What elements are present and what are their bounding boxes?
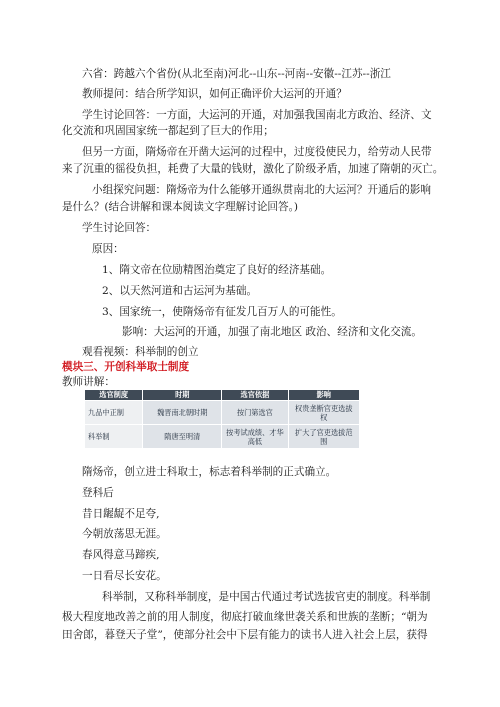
reason-3: 3、国家统一，使隋炀帝有征发几百万人的可能性。 xyxy=(102,306,342,318)
keju-paragraph-line-3: 田舍郎，暮登天子堂”，使部分社会中下层有能力的读书人进入社会上层，获得 xyxy=(62,629,428,641)
six-provinces-line: 六省：跨越六个省份(从北至南)河北--山东--河南--安徽--江苏--浙江 xyxy=(82,68,391,80)
other-hand-line-1: 但另一方面，隋炀帝在开凿大运河的过程中，过度役使民力，给劳动人民带 xyxy=(82,146,432,158)
table-cell: 科举制 xyxy=(85,425,143,449)
header-impact: 影响 xyxy=(288,390,359,401)
poem-line-2: 今朝放荡思无涯。 xyxy=(82,528,167,540)
table-row xyxy=(85,425,360,449)
poem-line-3: 春风得意马蹄疾, xyxy=(82,549,160,561)
table-row xyxy=(85,401,360,425)
student-answer-line-1: 学生讨论回答：一方面，大运河的开通，对加强我国南北方政治、经济、文 xyxy=(82,109,432,121)
table-cell: 按门第选官 xyxy=(222,401,288,425)
student-answer-line-2: 化交流和巩固国家统一都起到了巨大的作用； xyxy=(62,125,274,137)
reason-2: 2、以天然河道和古运河为基础。 xyxy=(102,285,258,297)
video-line: 观看视频：科举制的创立 xyxy=(82,346,199,358)
student-discussion-label: 学生讨论回答： xyxy=(82,222,157,234)
table-cell: 扩大了官吏选拔范围 xyxy=(288,425,359,449)
header-system: 选官制度 xyxy=(85,390,143,401)
table-cell: 权贵垄断官吏选拔权 xyxy=(288,401,359,425)
keju-paragraph-line-1: 科举制，又称科举制度，是中国古代通过考试选拔官吏的制度。科举制 xyxy=(102,591,431,603)
reasons-label: 原因： xyxy=(92,243,124,255)
table-cell: 九品中正制 xyxy=(85,401,143,425)
header-basis: 选官依据 xyxy=(222,390,288,401)
other-hand-line-2: 来了沉重的徭役负担，耗费了大量的钱财，激化了阶级矛盾，加速了隋朝的灭亡。 xyxy=(62,163,444,175)
section-heading: 模块三、开创科举取士制度 xyxy=(62,361,190,373)
poem-line-1: 昔日龌龊不足夸, xyxy=(82,508,160,520)
impact-line: 影响：大运河的开通，加强了南北地区 政治、经济和文化交流。 xyxy=(122,326,422,338)
group-question-line-2: 是什么？(结合讲解和课本阅读文字理解讨论回答。) xyxy=(62,201,299,213)
poem-line-4: 一日看尽长安花。 xyxy=(82,570,167,582)
table-cell: 魏晋南北朝时期 xyxy=(143,401,222,425)
jinshi-line: 隋炀帝，创立进士科取士，标志着科举制的正式确立。 xyxy=(82,466,337,478)
table-cell: 隋唐至明清 xyxy=(143,425,222,449)
keju-paragraph-line-2: 极大程度地改善之前的用人制度，彻底打破血缘世袭关系和世族的垄断；“朝为 xyxy=(62,611,428,623)
selection-system-table xyxy=(84,389,360,449)
poem-title: 登科后 xyxy=(82,487,114,499)
table-cell: 按考试成绩、才华高低 xyxy=(222,425,288,449)
reason-1: 1、隋文帝在位励精图治奠定了良好的经济基础。 xyxy=(102,264,332,276)
table-header-row xyxy=(85,390,360,401)
teacher-explanation-label: 教师讲解： xyxy=(62,376,115,388)
group-question-line-1: 小组探究问题：隋炀帝为什么能够开通纵贯南北的大运河？开通后的影响 xyxy=(92,184,431,196)
teacher-question: 教师提问：结合所学知识，如何正确评价大运河的开通？ xyxy=(82,88,347,100)
header-period: 时期 xyxy=(143,390,222,401)
